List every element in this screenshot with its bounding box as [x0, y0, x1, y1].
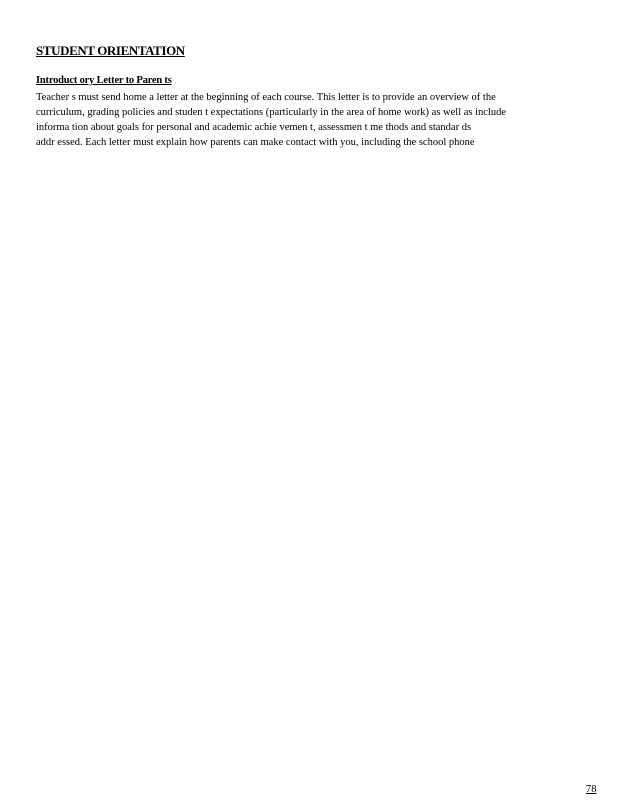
body-line: curriculum, grading policies and studen t expectations (particularly in the area of home work) as well as include — [36, 107, 507, 118]
body-line: informa tion about goals for personal and academic achie vemen t, assessmen t me thods and standar ds — [36, 122, 472, 133]
body-paragraph — [36, 90, 581, 150]
body-line: addr essed. Each letter must explain how parents can make contact with you, including the school phone — [36, 137, 475, 148]
page-number: 78 — [586, 784, 597, 795]
section-heading: Introduct ory Letter to Paren ts — [36, 75, 172, 86]
body-line: Teacher s must send home a letter at the beginning of each course. This letter is to provide an overview of the — [36, 92, 496, 103]
document-title: STUDENT ORIENTATION — [36, 43, 185, 58]
